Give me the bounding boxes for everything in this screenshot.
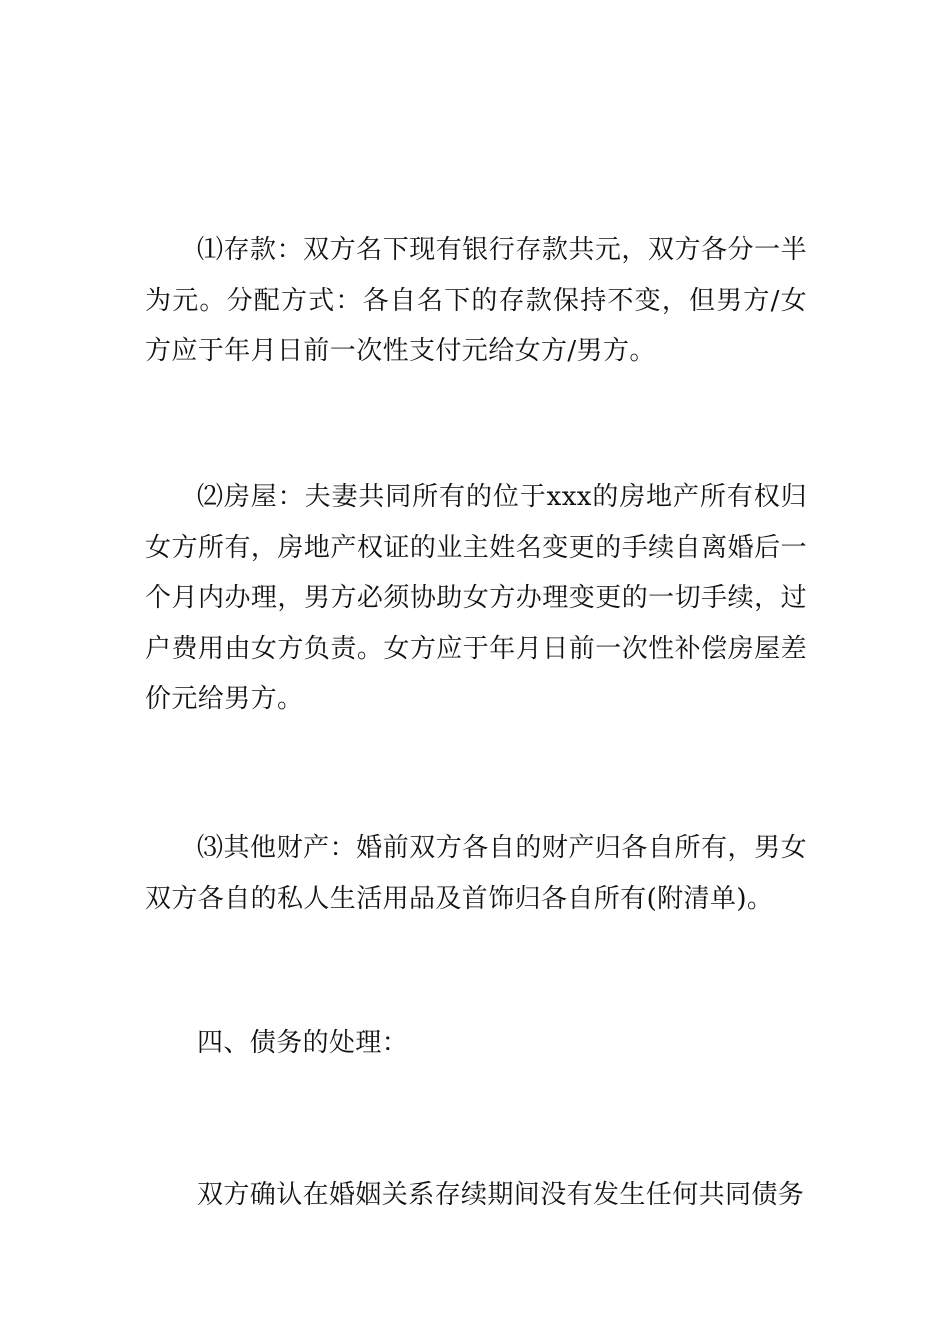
paragraph-debt: 双方确认在婚姻关系存续期间没有发生任何共同债务 (197, 1180, 805, 1210)
section-heading-debt: 四、债务的处理： (197, 1028, 409, 1058)
paragraph-other-property: ⑶其他财产：婚前双方各自的财产归各自所有，男女双方各自的私人生活用品及首饰归各自所有(附清单)。 (145, 833, 807, 914)
paragraph-savings: ⑴存款：双方名下现有银行存款共元，双方各分一半为元。分配方式：各自名下的存款保持不变，但男方/女方应于年月日前一次性支付元给女方/男方。 (145, 235, 807, 366)
paragraph-house: ⑵房屋：夫妻共同所有的位于xxx的房地产所有权归女方所有，房地产权证的业主姓名变更的手续自离婚后一个月内办理，男方必须协助女方办理变更的一切手续，过户费用由女方负责。女方应于年月日前一次性补偿房屋差价元给男方。 (145, 482, 807, 714)
